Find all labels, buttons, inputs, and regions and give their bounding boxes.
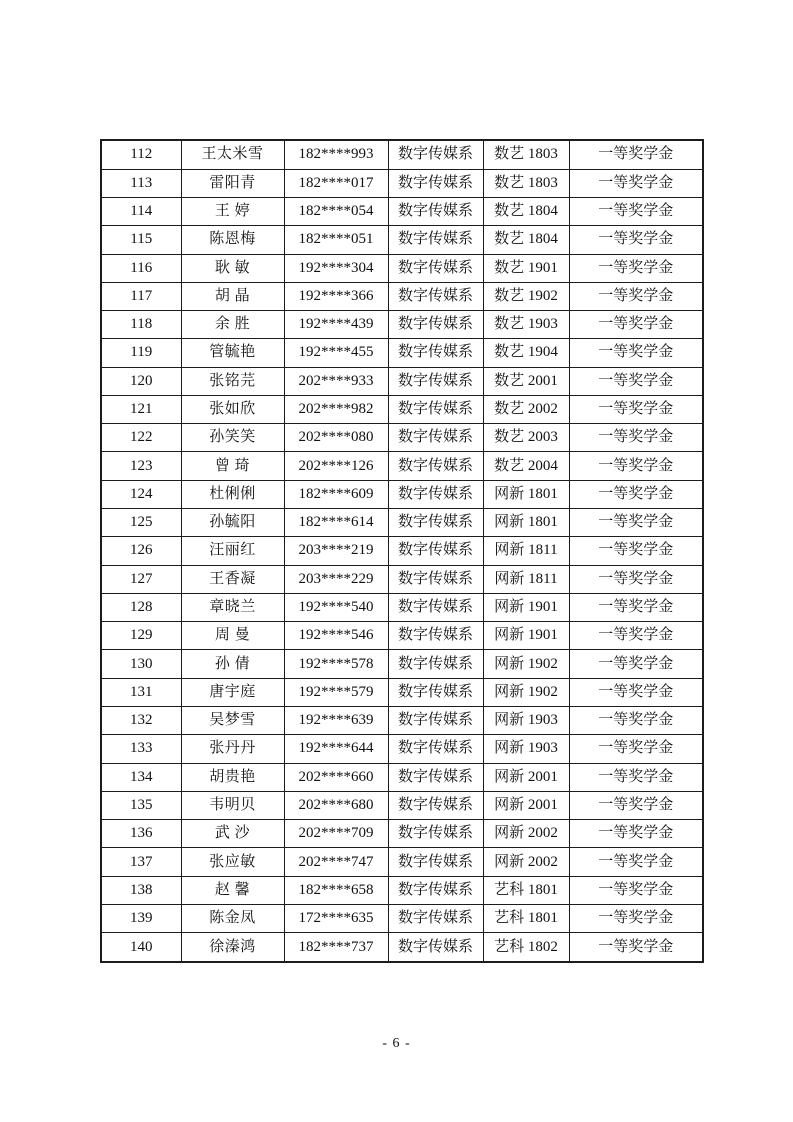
cell-no: 112 bbox=[101, 140, 181, 169]
cell-department: 数字传媒系 bbox=[388, 169, 483, 197]
cell-no: 121 bbox=[101, 395, 181, 423]
table-row bbox=[101, 791, 703, 819]
cell-student-id: 192****366 bbox=[284, 282, 388, 310]
cell-award: 一等奖学金 bbox=[569, 509, 703, 537]
table-row bbox=[101, 169, 703, 197]
table-row bbox=[101, 650, 703, 678]
cell-no: 125 bbox=[101, 509, 181, 537]
cell-no: 130 bbox=[101, 650, 181, 678]
cell-no: 126 bbox=[101, 537, 181, 565]
cell-award: 一等奖学金 bbox=[569, 791, 703, 819]
cell-student-id: 202****982 bbox=[284, 395, 388, 423]
table-row bbox=[101, 480, 703, 508]
cell-student-id: 202****709 bbox=[284, 820, 388, 848]
cell-class-name: 数艺 1804 bbox=[483, 226, 569, 254]
table-row bbox=[101, 848, 703, 876]
cell-award: 一等奖学金 bbox=[569, 339, 703, 367]
cell-student-id: 192****540 bbox=[284, 593, 388, 621]
cell-name: 王香凝 bbox=[181, 565, 284, 593]
cell-class-name: 网新 1903 bbox=[483, 735, 569, 763]
cell-department: 数字传媒系 bbox=[388, 904, 483, 932]
table-row bbox=[101, 197, 703, 225]
cell-award: 一等奖学金 bbox=[569, 140, 703, 169]
cell-student-id: 192****439 bbox=[284, 311, 388, 339]
cell-name: 张如欣 bbox=[181, 395, 284, 423]
cell-department: 数字传媒系 bbox=[388, 593, 483, 621]
cell-award: 一等奖学金 bbox=[569, 735, 703, 763]
cell-name: 雷阳青 bbox=[181, 169, 284, 197]
cell-name: 孙笑笑 bbox=[181, 424, 284, 452]
cell-class-name: 数艺 1804 bbox=[483, 197, 569, 225]
cell-name: 曾 琦 bbox=[181, 452, 284, 480]
cell-class-name: 网新 1903 bbox=[483, 707, 569, 735]
cell-student-id: 182****737 bbox=[284, 933, 388, 962]
cell-department: 数字传媒系 bbox=[388, 933, 483, 962]
cell-name: 唐宇庭 bbox=[181, 678, 284, 706]
cell-department: 数字传媒系 bbox=[388, 282, 483, 310]
cell-department: 数字传媒系 bbox=[388, 311, 483, 339]
cell-name: 陈金凤 bbox=[181, 904, 284, 932]
cell-name: 张丹丹 bbox=[181, 735, 284, 763]
table-row bbox=[101, 904, 703, 932]
cell-no: 129 bbox=[101, 622, 181, 650]
cell-department: 数字传媒系 bbox=[388, 395, 483, 423]
table-row bbox=[101, 678, 703, 706]
cell-no: 134 bbox=[101, 763, 181, 791]
cell-class-name: 数艺 2004 bbox=[483, 452, 569, 480]
cell-class-name: 网新 2002 bbox=[483, 820, 569, 848]
cell-department: 数字传媒系 bbox=[388, 678, 483, 706]
cell-department: 数字传媒系 bbox=[388, 735, 483, 763]
cell-class-name: 数艺 1803 bbox=[483, 140, 569, 169]
cell-student-id: 182****658 bbox=[284, 876, 388, 904]
cell-class-name: 网新 1801 bbox=[483, 480, 569, 508]
cell-no: 137 bbox=[101, 848, 181, 876]
cell-name: 汪丽红 bbox=[181, 537, 284, 565]
cell-no: 140 bbox=[101, 933, 181, 962]
cell-no: 115 bbox=[101, 226, 181, 254]
cell-name: 赵 馨 bbox=[181, 876, 284, 904]
cell-award: 一等奖学金 bbox=[569, 311, 703, 339]
cell-name: 陈恩梅 bbox=[181, 226, 284, 254]
cell-name: 杜俐俐 bbox=[181, 480, 284, 508]
cell-student-id: 182****993 bbox=[284, 140, 388, 169]
cell-name: 管毓艳 bbox=[181, 339, 284, 367]
cell-class-name: 数艺 1803 bbox=[483, 169, 569, 197]
cell-student-id: 172****635 bbox=[284, 904, 388, 932]
cell-no: 119 bbox=[101, 339, 181, 367]
cell-department: 数字传媒系 bbox=[388, 367, 483, 395]
cell-class-name: 网新 1811 bbox=[483, 537, 569, 565]
cell-student-id: 192****546 bbox=[284, 622, 388, 650]
cell-no: 127 bbox=[101, 565, 181, 593]
cell-student-id: 192****578 bbox=[284, 650, 388, 678]
cell-award: 一等奖学金 bbox=[569, 424, 703, 452]
cell-department: 数字传媒系 bbox=[388, 622, 483, 650]
cell-student-id: 192****579 bbox=[284, 678, 388, 706]
table-row bbox=[101, 593, 703, 621]
cell-student-id: 203****229 bbox=[284, 565, 388, 593]
cell-department: 数字传媒系 bbox=[388, 424, 483, 452]
cell-department: 数字传媒系 bbox=[388, 226, 483, 254]
cell-class-name: 网新 2001 bbox=[483, 763, 569, 791]
cell-student-id: 182****614 bbox=[284, 509, 388, 537]
cell-class-name: 艺科 1801 bbox=[483, 876, 569, 904]
cell-name: 武 沙 bbox=[181, 820, 284, 848]
scholarship-table bbox=[100, 139, 704, 963]
cell-student-id: 202****660 bbox=[284, 763, 388, 791]
table-row bbox=[101, 565, 703, 593]
cell-no: 117 bbox=[101, 282, 181, 310]
cell-class-name: 网新 1801 bbox=[483, 509, 569, 537]
cell-name: 余 胜 bbox=[181, 311, 284, 339]
cell-department: 数字传媒系 bbox=[388, 707, 483, 735]
cell-department: 数字传媒系 bbox=[388, 197, 483, 225]
table-row bbox=[101, 452, 703, 480]
cell-no: 123 bbox=[101, 452, 181, 480]
cell-student-id: 182****609 bbox=[284, 480, 388, 508]
cell-class-name: 艺科 1801 bbox=[483, 904, 569, 932]
cell-student-id: 192****644 bbox=[284, 735, 388, 763]
cell-department: 数字传媒系 bbox=[388, 509, 483, 537]
cell-no: 120 bbox=[101, 367, 181, 395]
cell-award: 一等奖学金 bbox=[569, 395, 703, 423]
page-number: - 6 - bbox=[382, 1036, 411, 1051]
cell-department: 数字传媒系 bbox=[388, 140, 483, 169]
cell-award: 一等奖学金 bbox=[569, 254, 703, 282]
cell-student-id: 202****747 bbox=[284, 848, 388, 876]
cell-award: 一等奖学金 bbox=[569, 763, 703, 791]
cell-student-id: 203****219 bbox=[284, 537, 388, 565]
table-row bbox=[101, 509, 703, 537]
cell-department: 数字传媒系 bbox=[388, 254, 483, 282]
cell-department: 数字传媒系 bbox=[388, 848, 483, 876]
table-row bbox=[101, 282, 703, 310]
cell-department: 数字传媒系 bbox=[388, 650, 483, 678]
cell-no: 124 bbox=[101, 480, 181, 508]
table-row bbox=[101, 763, 703, 791]
table-row bbox=[101, 367, 703, 395]
table-row bbox=[101, 254, 703, 282]
cell-department: 数字传媒系 bbox=[388, 480, 483, 508]
cell-name: 吴梦雪 bbox=[181, 707, 284, 735]
cell-student-id: 182****017 bbox=[284, 169, 388, 197]
cell-name: 王太米雪 bbox=[181, 140, 284, 169]
cell-award: 一等奖学金 bbox=[569, 820, 703, 848]
cell-department: 数字传媒系 bbox=[388, 537, 483, 565]
table-row bbox=[101, 311, 703, 339]
cell-class-name: 数艺 1901 bbox=[483, 254, 569, 282]
cell-student-id: 192****455 bbox=[284, 339, 388, 367]
table-row bbox=[101, 707, 703, 735]
cell-no: 114 bbox=[101, 197, 181, 225]
cell-class-name: 网新 2002 bbox=[483, 848, 569, 876]
cell-no: 118 bbox=[101, 311, 181, 339]
cell-award: 一等奖学金 bbox=[569, 282, 703, 310]
cell-name: 周 曼 bbox=[181, 622, 284, 650]
cell-award: 一等奖学金 bbox=[569, 848, 703, 876]
table-row bbox=[101, 424, 703, 452]
cell-student-id: 202****680 bbox=[284, 791, 388, 819]
cell-name: 胡贵艳 bbox=[181, 763, 284, 791]
table-row bbox=[101, 226, 703, 254]
cell-name: 张铭芫 bbox=[181, 367, 284, 395]
cell-award: 一等奖学金 bbox=[569, 622, 703, 650]
cell-class-name: 数艺 2001 bbox=[483, 367, 569, 395]
cell-name: 韦明贝 bbox=[181, 791, 284, 819]
cell-award: 一等奖学金 bbox=[569, 367, 703, 395]
cell-award: 一等奖学金 bbox=[569, 169, 703, 197]
cell-class-name: 网新 1902 bbox=[483, 650, 569, 678]
cell-name: 张应敏 bbox=[181, 848, 284, 876]
scholarship-table-body bbox=[101, 140, 703, 962]
table-row bbox=[101, 876, 703, 904]
cell-award: 一等奖学金 bbox=[569, 452, 703, 480]
cell-department: 数字传媒系 bbox=[388, 791, 483, 819]
cell-class-name: 网新 1901 bbox=[483, 622, 569, 650]
table-row bbox=[101, 140, 703, 169]
cell-class-name: 网新 1901 bbox=[483, 593, 569, 621]
cell-no: 138 bbox=[101, 876, 181, 904]
cell-name: 徐溱鸿 bbox=[181, 933, 284, 962]
cell-department: 数字传媒系 bbox=[388, 763, 483, 791]
cell-class-name: 网新 2001 bbox=[483, 791, 569, 819]
cell-student-id: 182****051 bbox=[284, 226, 388, 254]
cell-class-name: 数艺 2002 bbox=[483, 395, 569, 423]
cell-award: 一等奖学金 bbox=[569, 904, 703, 932]
table-row bbox=[101, 395, 703, 423]
cell-department: 数字传媒系 bbox=[388, 339, 483, 367]
cell-name: 王 婷 bbox=[181, 197, 284, 225]
cell-name: 孙毓阳 bbox=[181, 509, 284, 537]
cell-student-id: 202****126 bbox=[284, 452, 388, 480]
table-row bbox=[101, 933, 703, 962]
cell-class-name: 数艺 1904 bbox=[483, 339, 569, 367]
cell-class-name: 网新 1811 bbox=[483, 565, 569, 593]
cell-award: 一等奖学金 bbox=[569, 707, 703, 735]
cell-name: 章晓兰 bbox=[181, 593, 284, 621]
cell-student-id: 182****054 bbox=[284, 197, 388, 225]
cell-student-id: 202****080 bbox=[284, 424, 388, 452]
cell-no: 133 bbox=[101, 735, 181, 763]
cell-award: 一等奖学金 bbox=[569, 565, 703, 593]
cell-award: 一等奖学金 bbox=[569, 593, 703, 621]
cell-class-name: 数艺 1903 bbox=[483, 311, 569, 339]
cell-no: 135 bbox=[101, 791, 181, 819]
cell-no: 136 bbox=[101, 820, 181, 848]
table-row bbox=[101, 820, 703, 848]
cell-no: 132 bbox=[101, 707, 181, 735]
cell-name: 耿 敏 bbox=[181, 254, 284, 282]
cell-class-name: 数艺 1902 bbox=[483, 282, 569, 310]
cell-no: 113 bbox=[101, 169, 181, 197]
cell-name: 胡 晶 bbox=[181, 282, 284, 310]
cell-award: 一等奖学金 bbox=[569, 197, 703, 225]
table-row bbox=[101, 622, 703, 650]
cell-award: 一等奖学金 bbox=[569, 678, 703, 706]
cell-student-id: 202****933 bbox=[284, 367, 388, 395]
cell-class-name: 网新 1902 bbox=[483, 678, 569, 706]
cell-award: 一等奖学金 bbox=[569, 933, 703, 962]
cell-department: 数字传媒系 bbox=[388, 876, 483, 904]
cell-department: 数字传媒系 bbox=[388, 565, 483, 593]
table-row bbox=[101, 339, 703, 367]
cell-no: 128 bbox=[101, 593, 181, 621]
cell-department: 数字传媒系 bbox=[388, 452, 483, 480]
cell-department: 数字传媒系 bbox=[388, 820, 483, 848]
cell-student-id: 192****304 bbox=[284, 254, 388, 282]
table-row bbox=[101, 735, 703, 763]
cell-student-id: 192****639 bbox=[284, 707, 388, 735]
cell-no: 131 bbox=[101, 678, 181, 706]
cell-award: 一等奖学金 bbox=[569, 876, 703, 904]
table-row bbox=[101, 537, 703, 565]
cell-name: 孙 倩 bbox=[181, 650, 284, 678]
cell-award: 一等奖学金 bbox=[569, 650, 703, 678]
cell-no: 116 bbox=[101, 254, 181, 282]
cell-award: 一等奖学金 bbox=[569, 226, 703, 254]
cell-no: 122 bbox=[101, 424, 181, 452]
cell-award: 一等奖学金 bbox=[569, 480, 703, 508]
cell-class-name: 数艺 2003 bbox=[483, 424, 569, 452]
cell-award: 一等奖学金 bbox=[569, 537, 703, 565]
cell-no: 139 bbox=[101, 904, 181, 932]
cell-class-name: 艺科 1802 bbox=[483, 933, 569, 962]
